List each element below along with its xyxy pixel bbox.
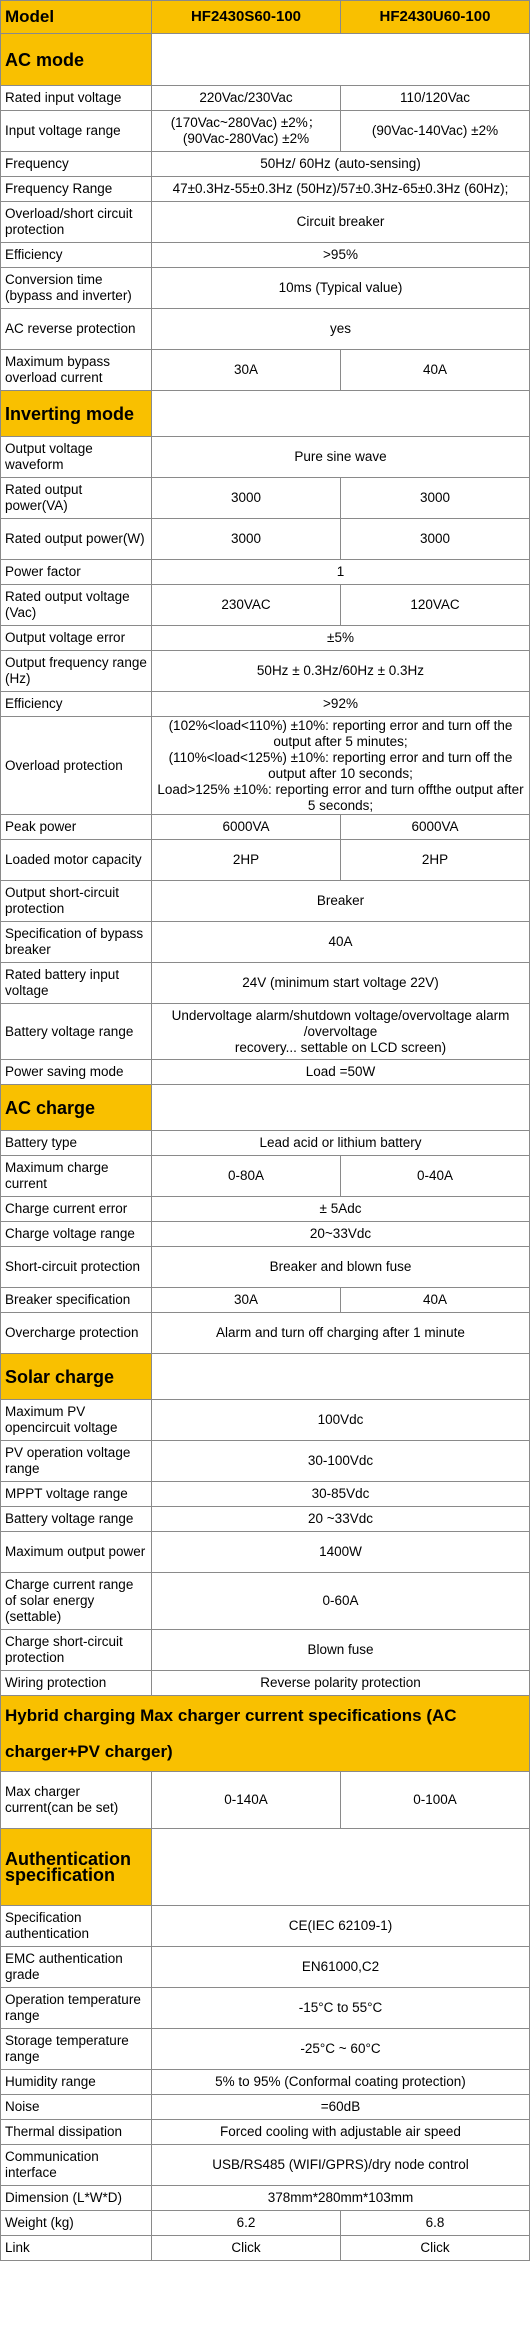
- spec-label: Breaker specification: [1, 1288, 152, 1313]
- spec-value: -25°C ~ 60°C: [152, 2029, 530, 2070]
- spec-value-model-a: 6.2: [152, 2211, 341, 2236]
- spec-label: Input voltage range: [1, 111, 152, 152]
- section-header-blank: [152, 391, 530, 437]
- spec-row: [1, 2029, 530, 2070]
- spec-label: Charge short-circuit protection: [1, 1630, 152, 1671]
- spec-value-model-a: 30A: [152, 350, 341, 391]
- spec-value: 20 ~33Vdc: [152, 1507, 530, 1532]
- spec-label: Maximum bypass overload current: [1, 350, 152, 391]
- spec-value: Alarm and turn off charging after 1 minute: [152, 1313, 530, 1354]
- spec-row: [1, 437, 530, 478]
- spec-row: [1, 1060, 530, 1085]
- spec-label: Rated battery input voltage: [1, 963, 152, 1004]
- spec-label: AC reverse protection: [1, 309, 152, 350]
- spec-value: 1400W: [152, 1532, 530, 1573]
- spec-value: ± 5Adc: [152, 1197, 530, 1222]
- spec-row: [1, 478, 530, 519]
- model-label: Model: [1, 1, 152, 34]
- spec-row: [1, 1532, 530, 1573]
- section-header-row: [1, 391, 530, 437]
- spec-value: =60dB: [152, 2095, 530, 2120]
- spec-label: Loaded motor capacity: [1, 840, 152, 881]
- spec-label: Conversion time (bypass and inverter): [1, 268, 152, 309]
- spec-label: Communication interface: [1, 2145, 152, 2186]
- spec-label: Battery voltage range: [1, 1507, 152, 1532]
- model-a-name: HF2430S60-100: [152, 1, 341, 34]
- section-title: Hybrid charging Max charger current specifications (AC charger+PV charger): [1, 1696, 530, 1772]
- spec-label: Weight (kg): [1, 2211, 152, 2236]
- spec-row: [1, 922, 530, 963]
- spec-row: [1, 2070, 530, 2095]
- spec-label: PV operation voltage range: [1, 1441, 152, 1482]
- spec-label: Frequency: [1, 152, 152, 177]
- spec-value: Breaker: [152, 881, 530, 922]
- spec-label: Maximum PV opencircuit voltage: [1, 1400, 152, 1441]
- spec-value: 10ms (Typical value): [152, 268, 530, 309]
- spec-label: Output frequency range (Hz): [1, 651, 152, 692]
- spec-row: [1, 1197, 530, 1222]
- spec-label: Link: [1, 2236, 152, 2261]
- spec-value: 40A: [152, 922, 530, 963]
- spec-value: CE(IEC 62109-1): [152, 1906, 530, 1947]
- spec-value: 378mm*280mm*103mm: [152, 2186, 530, 2211]
- spec-value: Pure sine wave: [152, 437, 530, 478]
- spec-value: Forced cooling with adjustable air speed: [152, 2120, 530, 2145]
- spec-value-model-b: 120VAC: [341, 585, 530, 626]
- spec-label: Output short-circuit protection: [1, 881, 152, 922]
- spec-value-model-a: 30A: [152, 1288, 341, 1313]
- spec-row: [1, 1441, 530, 1482]
- spec-value: Blown fuse: [152, 1630, 530, 1671]
- spec-row: [1, 1573, 530, 1630]
- spec-value: Load =50W: [152, 1060, 530, 1085]
- spec-value: Reverse polarity protection: [152, 1671, 530, 1696]
- section-header-row: [1, 1085, 530, 1131]
- spec-value-model-a: (170Vac~280Vac) ±2%； (90Vac-280Vac) ±2%: [152, 111, 341, 152]
- spec-value-model-b: 6.8: [341, 2211, 530, 2236]
- spec-value-model-a: 3000: [152, 478, 341, 519]
- spec-value: 5% to 95% (Conformal coating protection): [152, 2070, 530, 2095]
- spec-row: [1, 1772, 530, 1829]
- section-header-blank: [152, 34, 530, 86]
- spec-value: Undervoltage alarm/shutdown voltage/overvoltage alarm /overvoltage recovery... settable on LCD screen): [152, 1004, 530, 1060]
- spec-label: Efficiency: [1, 243, 152, 268]
- spec-row: [1, 651, 530, 692]
- section-title: Inverting mode: [1, 391, 152, 437]
- spec-value-model-b: 40A: [341, 1288, 530, 1313]
- spec-label: Specification of bypass breaker: [1, 922, 152, 963]
- spec-row: [1, 309, 530, 350]
- spec-label: Charge current range of solar energy (settable): [1, 1573, 152, 1630]
- spec-row: [1, 350, 530, 391]
- spec-label: Overload protection: [1, 717, 152, 815]
- spec-row: [1, 268, 530, 309]
- spec-label: Charge current error: [1, 1197, 152, 1222]
- spec-row: [1, 152, 530, 177]
- model-b-name: HF2430U60-100: [341, 1, 530, 34]
- spec-label: Rated input voltage: [1, 86, 152, 111]
- spec-label: Battery type: [1, 1131, 152, 1156]
- spec-row: [1, 626, 530, 651]
- spec-row: [1, 1671, 530, 1696]
- spec-value-model-b: 2HP: [341, 840, 530, 881]
- spec-label: Power factor: [1, 560, 152, 585]
- spec-row: [1, 1906, 530, 1947]
- spec-value-model-b: (90Vac-140Vac) ±2%: [341, 111, 530, 152]
- section-header-row: [1, 34, 530, 86]
- spec-row: [1, 560, 530, 585]
- spec-value: 50Hz/ 60Hz (auto-sensing): [152, 152, 530, 177]
- spec-value-model-b: 110/120Vac: [341, 86, 530, 111]
- spec-value: Lead acid or lithium battery: [152, 1131, 530, 1156]
- spec-label: Overload/short circuit protection: [1, 202, 152, 243]
- spec-label: Humidity range: [1, 2070, 152, 2095]
- spec-value-model-b: 40A: [341, 350, 530, 391]
- spec-row: [1, 1947, 530, 1988]
- spec-row: [1, 1131, 530, 1156]
- spec-value-model-a: 220Vac/230Vac: [152, 86, 341, 111]
- spec-row: [1, 1630, 530, 1671]
- spec-row: [1, 963, 530, 1004]
- spec-label: Thermal dissipation: [1, 2120, 152, 2145]
- section-header-blank: [152, 1085, 530, 1131]
- spec-row: [1, 519, 530, 560]
- spec-label: Battery voltage range: [1, 1004, 152, 1060]
- spec-row: [1, 111, 530, 152]
- spec-label: Efficiency: [1, 692, 152, 717]
- spec-value: 47±0.3Hz-55±0.3Hz (50Hz)/57±0.3Hz-65±0.3Hz (60Hz);: [152, 177, 530, 202]
- spec-value: yes: [152, 309, 530, 350]
- spec-label: Output voltage waveform: [1, 437, 152, 478]
- spec-row: [1, 2186, 530, 2211]
- spec-value-model-b: 0-100A: [341, 1772, 530, 1829]
- link-cell-model-a: [152, 2236, 341, 2261]
- spec-row: [1, 815, 530, 840]
- spec-label: Rated output power(W): [1, 519, 152, 560]
- spec-value-model-a: 2HP: [152, 840, 341, 881]
- spec-label: Max charger current(can be set): [1, 1772, 152, 1829]
- spec-label: Peak power: [1, 815, 152, 840]
- spec-value: Circuit breaker: [152, 202, 530, 243]
- spec-row: [1, 243, 530, 268]
- spec-label: MPPT voltage range: [1, 1482, 152, 1507]
- spec-row: [1, 1482, 530, 1507]
- spec-value: 24V (minimum start voltage 22V): [152, 963, 530, 1004]
- spec-table-body: [1, 1, 530, 2261]
- spec-label: Overcharge protection: [1, 1313, 152, 1354]
- click-link-model-a[interactable]: Click: [231, 2240, 261, 2255]
- spec-row: [1, 86, 530, 111]
- spec-row: [1, 2236, 530, 2261]
- spec-value: 30-85Vdc: [152, 1482, 530, 1507]
- spec-value: USB/RS485 (WIFI/GPRS)/dry node control: [152, 2145, 530, 2186]
- spec-label: Short-circuit protection: [1, 1247, 152, 1288]
- click-link-model-b[interactable]: Click: [420, 2240, 450, 2255]
- spec-value: >92%: [152, 692, 530, 717]
- spec-value-model-b: 0-40A: [341, 1156, 530, 1197]
- spec-label: Maximum charge current: [1, 1156, 152, 1197]
- spec-label: Storage temperature range: [1, 2029, 152, 2070]
- section-title: Solar charge: [1, 1354, 152, 1400]
- spec-row: [1, 1004, 530, 1060]
- spec-value: 100Vdc: [152, 1400, 530, 1441]
- section-header-row: [1, 1829, 530, 1906]
- spec-label: Rated output power(VA): [1, 478, 152, 519]
- spec-value: >95%: [152, 243, 530, 268]
- spec-row: [1, 840, 530, 881]
- spec-value: 0-60A: [152, 1573, 530, 1630]
- spec-label: Operation temperature range: [1, 1988, 152, 2029]
- spec-label: Wiring protection: [1, 1671, 152, 1696]
- spec-value: Breaker and blown fuse: [152, 1247, 530, 1288]
- spec-row: [1, 2095, 530, 2120]
- spec-row: [1, 1400, 530, 1441]
- section-title: AC mode: [1, 34, 152, 86]
- spec-value-model-b: 3000: [341, 478, 530, 519]
- spec-row: [1, 1288, 530, 1313]
- spec-value-model-a: 0-140A: [152, 1772, 341, 1829]
- spec-value-model-a: 3000: [152, 519, 341, 560]
- spec-value: 50Hz ± 0.3Hz/60Hz ± 0.3Hz: [152, 651, 530, 692]
- spec-label: Dimension (L*W*D): [1, 2186, 152, 2211]
- spec-row: [1, 1313, 530, 1354]
- spec-row: [1, 2120, 530, 2145]
- spec-row: [1, 202, 530, 243]
- spec-value-model-b: 3000: [341, 519, 530, 560]
- spec-value-model-a: 0-80A: [152, 1156, 341, 1197]
- spec-value: (102%<load<110%) ±10%: reporting error and turn off the output after 5 minutes; (110%<load<125%) ±10%: reporting error and turn off the output after 10 seconds; Load>125% ±10%: reporting error and turn offthe output after 5 seconds;: [152, 717, 530, 815]
- spec-label: Rated output voltage (Vac): [1, 585, 152, 626]
- spec-label: Power saving mode: [1, 1060, 152, 1085]
- spec-row: [1, 2211, 530, 2236]
- spec-row: [1, 1156, 530, 1197]
- spec-value: EN61000,C2: [152, 1947, 530, 1988]
- spec-row: [1, 692, 530, 717]
- link-cell-model-b: [341, 2236, 530, 2261]
- spec-row: [1, 1988, 530, 2029]
- section-header-row: [1, 1696, 530, 1772]
- spec-label: Charge voltage range: [1, 1222, 152, 1247]
- spec-value: -15°C to 55°C: [152, 1988, 530, 2029]
- spec-value-model-a: 230VAC: [152, 585, 341, 626]
- spec-label: Maximum output power: [1, 1532, 152, 1573]
- spec-row: [1, 585, 530, 626]
- section-title: AC charge: [1, 1085, 152, 1131]
- spec-row: [1, 2145, 530, 2186]
- spec-row: [1, 1222, 530, 1247]
- spec-label: Specification authentication: [1, 1906, 152, 1947]
- spec-label: Noise: [1, 2095, 152, 2120]
- spec-row: [1, 717, 530, 815]
- spec-row: [1, 1507, 530, 1532]
- spec-value: 30-100Vdc: [152, 1441, 530, 1482]
- spec-value-model-b: 6000VA: [341, 815, 530, 840]
- spec-value-model-a: 6000VA: [152, 815, 341, 840]
- spec-value: ±5%: [152, 626, 530, 651]
- spec-row: [1, 177, 530, 202]
- spec-value: 20~33Vdc: [152, 1222, 530, 1247]
- section-header-blank: [152, 1354, 530, 1400]
- spec-value: 1: [152, 560, 530, 585]
- spec-label: EMC authentication grade: [1, 1947, 152, 1988]
- table-header-row: [1, 1, 530, 34]
- section-header-blank: [152, 1829, 530, 1906]
- spec-row: [1, 881, 530, 922]
- spec-label: Frequency Range: [1, 177, 152, 202]
- section-header-row: [1, 1354, 530, 1400]
- spec-row: [1, 1247, 530, 1288]
- spec-label: Output voltage error: [1, 626, 152, 651]
- section-title: Authentication specification: [1, 1829, 152, 1906]
